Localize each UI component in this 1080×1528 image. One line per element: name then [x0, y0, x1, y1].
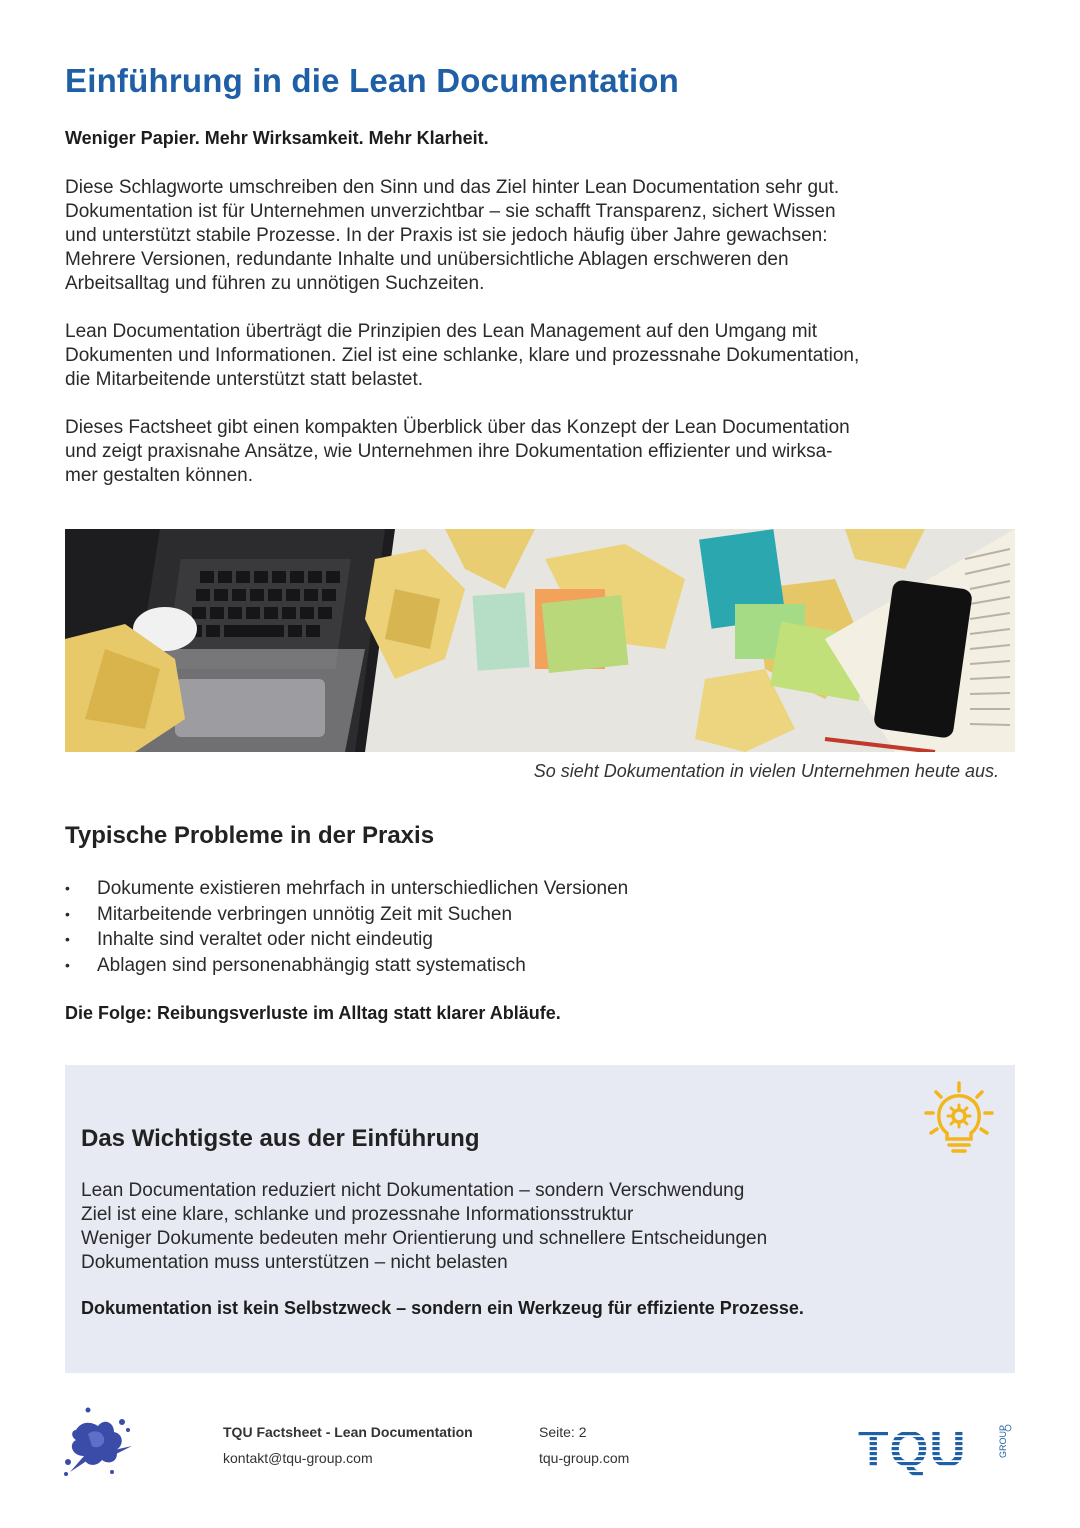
- desk-illustration: [65, 529, 1015, 752]
- list-item: [65, 902, 628, 928]
- page-title: Einführung in die Lean Documentation: [65, 62, 680, 99]
- text-line: Dieses Factsheet gibt einen kompakten Überblick über das Konzept der Lean Documentation: [65, 417, 850, 438]
- consequence-statement: Die Folge: Reibungsverluste im Alltag statt klarer Abläufe.: [65, 1003, 561, 1023]
- bullet: •: [65, 931, 70, 947]
- list-item: Weniger Dokumente bedeuten mehr Orientierung und schnellere Entscheidungen: [81, 1228, 768, 1249]
- text-line: Dokumentation ist für Unternehmen unverzichtbar – sie schafft Transparenz, sichert Wissen: [65, 201, 836, 222]
- logo-wordmark: TQU: [858, 1422, 967, 1477]
- bullet: •: [65, 905, 70, 922]
- problem-list: [65, 876, 628, 978]
- footer-website-link[interactable]: tqu-group.com: [539, 1450, 630, 1466]
- list-item: Dokumentation muss unterstützen – nicht belasten: [81, 1252, 508, 1273]
- bullet: •: [65, 880, 70, 896]
- text-line: mer gestalten können.: [65, 465, 254, 486]
- list-item-text: Ablagen sind personenabhängig statt systematisch: [97, 954, 526, 976]
- text-line: die Mitarbeitende unterstützt statt belastet.: [65, 369, 424, 390]
- intro-paragraph-1: [65, 176, 1025, 296]
- tqu-group-logo: [858, 1422, 1014, 1478]
- summary-heading: Das Wichtigste aus der Einführung: [81, 1125, 480, 1152]
- text-line: Diese Schlagworte umschreiben den Sinn und das Ziel hinter Lean Documentation sehr gut.: [65, 177, 840, 198]
- list-item-text: Dokumente existieren mehrfach in unterschiedlichen Versionen: [97, 878, 629, 899]
- intro-paragraph-2: [65, 320, 1025, 392]
- list-item: Ziel ist eine klare, schlanke und prozessnahe Informationsstruktur: [81, 1204, 634, 1225]
- list-item: [65, 876, 628, 902]
- bullet: •: [65, 956, 70, 973]
- summary-box: [65, 1065, 1015, 1373]
- summary-list: [81, 1179, 767, 1275]
- list-item: [65, 953, 628, 979]
- problems-heading: Typische Probleme in der Praxis: [65, 822, 435, 849]
- text-line: Arbeitsalltag und führen zu unnötigen Suchzeiten.: [65, 273, 485, 294]
- logo-group-label: GROUP: [998, 1424, 1008, 1458]
- text-line: und unterstützt stabile Prozesse. In der Praxis ist sie jedoch häufig über Jahre gewachsen:: [65, 225, 828, 246]
- footer-page-number: Seite: 2: [539, 1424, 587, 1440]
- list-item-text: Mitarbeitende verbringen unnötig Zeit mit Suchen: [97, 903, 513, 925]
- list-item: Lean Documentation reduziert nicht Dokumentation – sondern Verschwendung: [81, 1180, 745, 1201]
- footer-email-link[interactable]: kontakt@tqu-group.com: [223, 1450, 373, 1466]
- list-item-text: Inhalte sind veraltet oder nicht eindeutig: [97, 929, 433, 950]
- footer-document-title: TQU Factsheet - Lean Documentation: [223, 1424, 473, 1440]
- lightbulb-gear-icon: [923, 1081, 995, 1157]
- summary-emphasis: Dokumentation ist kein Selbstzweck – sondern ein Werkzeug für effiziente Prozesse.: [81, 1298, 804, 1318]
- text-line: Mehrere Versionen, redundante Inhalte und unübersichtliche Ablagen erschweren den: [65, 249, 789, 270]
- text-line: Dokumenten und Informationen. Ziel ist eine schlanke, klare und prozessnahe Dokumentation,: [65, 345, 860, 366]
- text-line: und zeigt praxisnahe Ansätze, wie Unternehmen ihre Dokumentation effizienter und wirksa-: [65, 441, 833, 462]
- intro-paragraph-3: [65, 416, 1025, 488]
- text-line: Lean Documentation überträgt die Prinzipien des Lean Management auf den Umgang mit: [65, 321, 818, 342]
- list-item: [65, 927, 628, 953]
- image-caption: So sieht Dokumentation in vielen Unternehmen heute aus.: [533, 761, 999, 781]
- ink-splash-graphic: [58, 1400, 140, 1484]
- page-subtitle: Weniger Papier. Mehr Wirksamkeit. Mehr Klarheit.: [65, 128, 489, 148]
- hero-photo: [65, 529, 1015, 752]
